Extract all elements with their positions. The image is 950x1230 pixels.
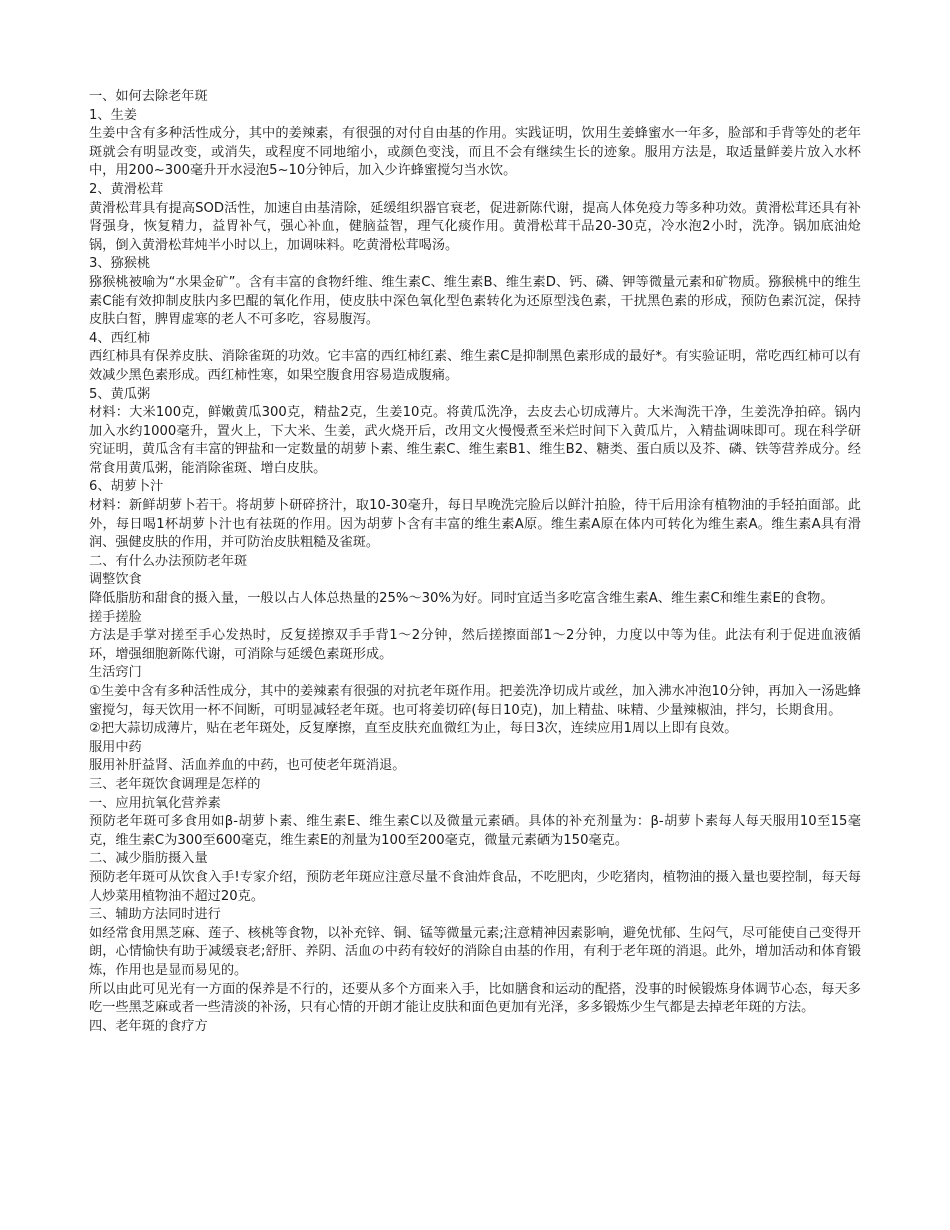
paragraph: 所以由此可见光有一方面的保养是不行的，还要从多个方面来入手，比如膳食和运动的配搭，没事的时候锻炼身体调节心态，每天多吃一些黑芝麻或者一些清淡的补汤，只有心情的开朗才能让皮肤和面色更加有光泽，多多锻炼少生气都是去掉老年斑的方法。	[89, 981, 861, 1016]
paragraph: 猕猴桃被喻为“水果金矿”。含有丰富的食物纤维、维生素C、维生素B、维生素D、钙、磷、钾等微量元素和矿物质。猕猴桃中的维生素C能有效抑制皮肤内多巴醌的氧化作用，使皮肤中深色氧化型色素转化为还原型浅色素，干扰黑色素的形成，预防色素沉淀，保持皮肤白皙，脾胃虚寒的老人不可多吃，容易腹泻。	[89, 274, 861, 328]
sub-heading: 二、减少脂肪摄入量	[89, 851, 208, 867]
section-heading: 三、老年斑饮食调理是怎样的	[89, 776, 261, 792]
sub-heading: 生活窍门	[89, 665, 142, 681]
section-heading: 二、有什么办法预防老年斑	[89, 553, 248, 569]
paragraph: 材料：大米100克，鲜嫩黄瓜300克，精盐2克，生姜10克。将黄瓜洗净，去皮去心切成薄片。大米淘洗干净，生姜洗净拍碎。锅内加入水约1000毫升，置火上，下大米、生姜，武火烧开后，改用文火慢慢煮至米烂时间下入黄瓜片，入精盐调味即可。现在科学研究证明，黄瓜含有丰富的钾盐和一定数量的胡萝卜素、维生素C、维生素B1、维生B2、糖类、蛋白质以及芥、磷、铁等营养成分。经常食用黄瓜粥，能消除雀斑、增白皮肤。	[89, 405, 861, 476]
sub-heading: 三、辅助方法同时进行	[89, 907, 221, 923]
paragraph: 方法是手掌对搓至手心发热时，反复搓擦双手手背1～2分钟，然后搓擦面部1～2分钟，力度以中等为佳。此法有利于促进血液循环，增强细胞新陈代谢，可消除与延缓色素斑形成。	[89, 628, 861, 662]
paragraph: ①生姜中含有多种活性成分，其中的姜辣素有很强的对抗老年斑作用。把姜洗净切成片或丝，加入沸水冲泡10分钟，再加入一汤匙蜂蜜搅匀，每天饮用一杯不间断，可明显减轻老年斑。也可将姜切碎(每日10克)，加上精盐、味精、少量辣椒油，拌匀，长期食用。	[89, 684, 861, 718]
paragraph: 降低脂肪和甜食的摄入量，一般以占人体总热量的25%～30%为好。同时宜适当多吃富含维生素A、维生素C和维生素E的食物。	[89, 591, 834, 607]
sub-heading: 4、西红柿	[89, 330, 151, 346]
paragraph: 材料：新鲜胡萝卜若干。将胡萝卜研碎挤汁，取10-30毫升，每日早晚洗完脸后以鲜汁拍脸，待干后用涂有植物油的手轻拍面部。此外，每日喝1杯胡萝卜汁也有祛斑的作用。因为胡萝卜含有丰富的维生素A原。维生素A原在体内可转化为维生素A。维生素A具有滑润、强健皮肤的作用，并可防治皮肤粗糙及雀斑。	[89, 498, 861, 551]
paragraph: 服用补肝益肾、活血养血的中药，也可使老年斑消退。	[89, 758, 406, 774]
section-heading: 四、老年斑的食疗方	[89, 1018, 208, 1034]
paragraph: 如经常食用黑芝麻、莲子、核桃等食物，以补充锌、铜、锰等微量元素;注意精神因素影响，避免忧郁、生闷气，尽可能使自己变得开朗，心情愉快有助于减缓衰老;舒肝、养阴、活血の中药有较好的消除自由基的作用，有利于老年斑的消退。此外，增加活动和体育锻炼，作用也是显而易见的。	[89, 925, 861, 978]
document-page	[89, 88, 861, 1036]
paragraph: 生姜中含有多种活性成分，其中的姜辣素，有很强的对付自由基的作用。实践证明，饮用生姜蜂蜜水一年多，脸部和手背等处的老年斑就会有明显改变，或消失，或程度不同地缩小，或颜色变浅，而且不会有继续生长的迹象。服用方法是，取适量鲜姜片放入水杯中，用200~300毫升开水浸泡5~10分钟后，加入少许蜂蜜搅匀当水饮。	[89, 126, 861, 179]
paragraph: 预防老年斑可多食用如β-胡萝卜素、维生素E、维生素C以及微量元素硒。具体的补充剂量为：β-胡萝卜素每人每天服用10至15毫克，维生素C为300至600毫克，维生素E的剂量为100至200毫克，微量元素硒为150毫克。	[89, 814, 861, 848]
paragraph: 西红柿具有保养皮肤、消除雀斑的功效。它丰富的西红柿红素、维生素C是抑制黑色素形成的最好*。有实验证明，常吃西红柿可以有效减少黑色素形成。西红柿性寒，如果空腹食用容易造成腹痛。	[89, 349, 861, 383]
sub-heading: 搓手搓脸	[89, 609, 142, 625]
sub-heading: 1、生姜	[89, 107, 137, 123]
paragraph: 黄滑松茸具有提高SOD活性，加速自由基清除，延缓组织器官衰老，促进新陈代谢，提高人体免疫力等多种功效。黄滑松茸还具有补肾强身，恢复精力，益胃补气，强心补血，健脑益智，理气化痰作用。黄滑松茸干品20-30克，冷水泡2小时，洗净。锅加底油炝锅，倒入黄滑松茸炖半小时以上，加调味料。吃黄滑松茸喝汤。	[89, 200, 861, 253]
sub-heading: 6、胡萝卜汁	[89, 479, 164, 495]
sub-heading: 一、应用抗氧化营养素	[89, 795, 221, 811]
sub-heading: 2、黄滑松茸	[89, 181, 164, 197]
sub-heading: 服用中药	[89, 739, 142, 755]
section-heading: 一、如何去除老年斑	[89, 89, 208, 104]
sub-heading: 调整饮食	[89, 572, 142, 588]
sub-heading: 5、黄瓜粥	[89, 386, 151, 402]
paragraph: 预防老年斑可从饮食入手!专家介绍，预防老年斑应注意尽量不食油炸食品，不吃肥肉，少吃猪肉，植物油的摄入量也要控制，每天每人炒菜用植物油不超过20克。	[89, 869, 861, 904]
paragraph: ②把大蒜切成薄片，贴在老年斑处，反复摩擦，直至皮肤充血微红为止，每日3次，连续应用1周以上即有良效。	[89, 721, 738, 737]
sub-heading: 3、猕猴桃	[89, 256, 151, 272]
